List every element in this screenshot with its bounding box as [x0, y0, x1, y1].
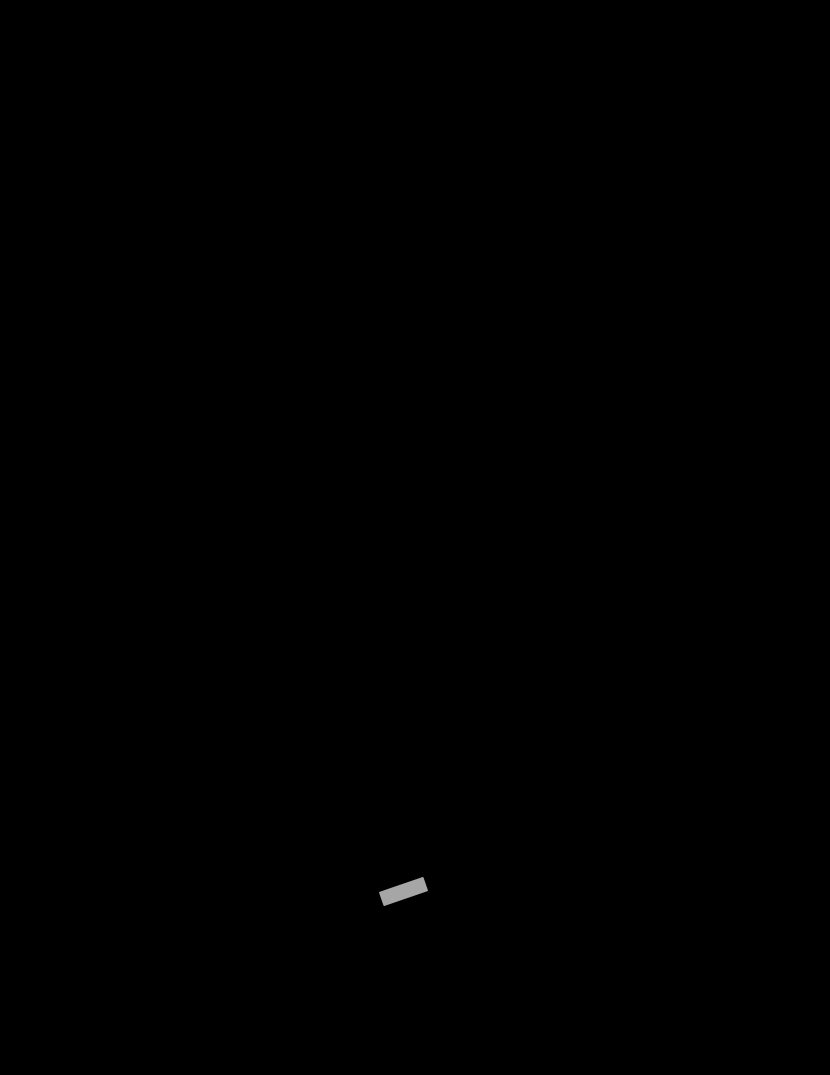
gray-slab: [379, 877, 428, 906]
